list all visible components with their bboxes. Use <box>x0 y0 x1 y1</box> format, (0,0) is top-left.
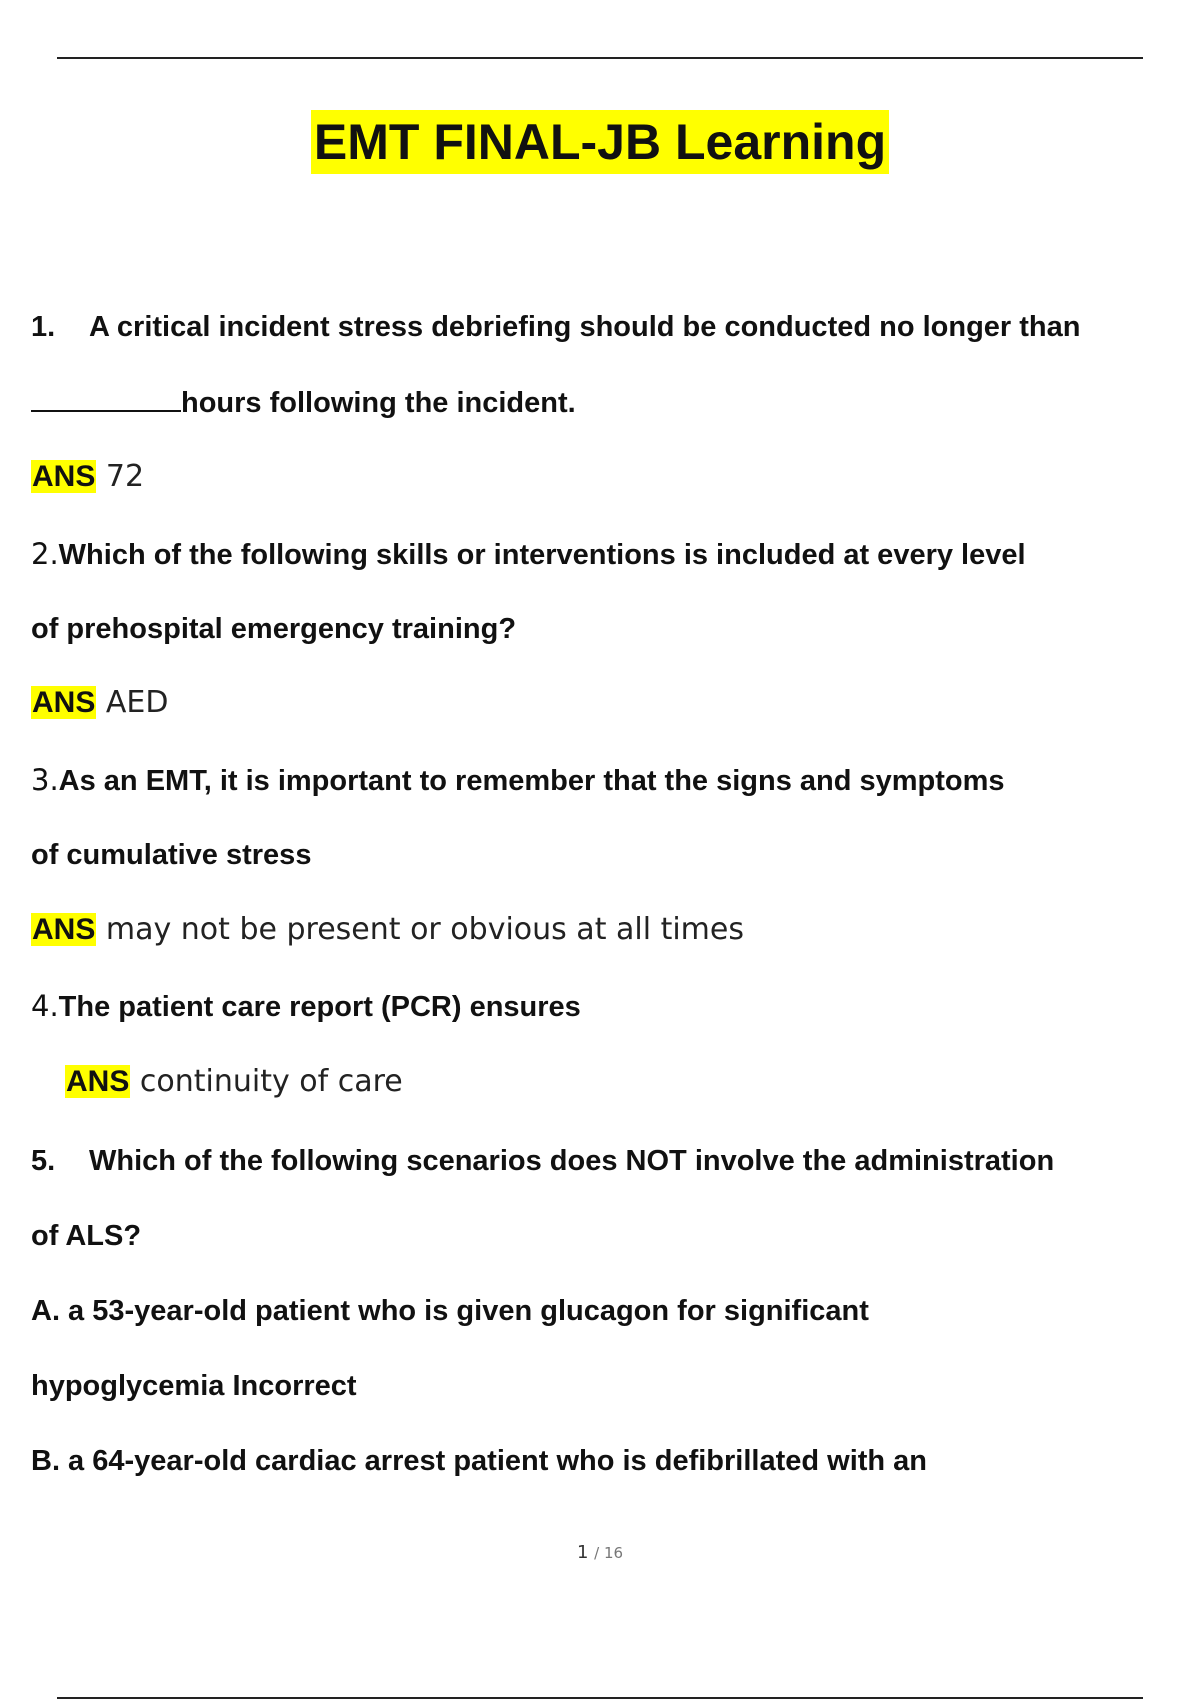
question-1-line-1 <box>31 307 1081 347</box>
answer-4-label: ANS <box>66 1065 130 1098</box>
question-4-text-1: The patient care report (PCR) ensures <box>58 991 581 1023</box>
option-a-line-1 <box>31 1291 869 1331</box>
option-a-line-2 <box>31 1366 357 1406</box>
answer-1-text: 72 <box>105 459 145 494</box>
question-5-text-2: of ALS? <box>31 1220 142 1252</box>
page-total: / 16 <box>594 1544 624 1562</box>
question-3-text-2: of cumulative stress <box>31 839 312 871</box>
question-1-number: 1. <box>31 311 56 343</box>
question-3-line-2 <box>31 835 311 875</box>
title-container <box>0 110 1200 174</box>
question-3-number: 3. <box>31 763 59 797</box>
option-a-text-2: hypoglycemia Incorrect <box>31 1370 357 1402</box>
answer-2-label: ANS <box>32 686 96 719</box>
question-2-text-1: Which of the following skills or interventions is included at every level <box>58 539 1026 571</box>
question-2-number: 2. <box>31 537 59 571</box>
question-3-text-1: As an EMT, it is important to remember that the signs and symptoms <box>58 765 1005 797</box>
answer-3-label: ANS <box>32 913 96 946</box>
question-1-line-2 <box>31 383 576 423</box>
question-1-text-2: hours following the incident. <box>181 387 576 419</box>
question-3-line-1 <box>31 760 1005 801</box>
question-2-line-2 <box>31 609 516 649</box>
answer-4-text: continuity of care <box>139 1064 403 1099</box>
bottom-rule <box>57 1697 1143 1699</box>
page-current: 1 <box>576 1542 589 1563</box>
question-5-number: 5. <box>31 1145 56 1177</box>
option-b-text-1: B. a 64-year-old cardiac arrest patient who is defibrillated with an <box>31 1445 928 1477</box>
question-5-line-2 <box>31 1216 141 1256</box>
question-4-number: 4. <box>31 989 59 1023</box>
document-title: EMT FINAL-JB Learning <box>311 110 889 174</box>
answer-3 <box>31 910 744 950</box>
answer-1 <box>31 457 144 497</box>
answer-2-text: AED <box>105 685 169 720</box>
answer-1-label: ANS <box>32 460 96 493</box>
question-4-line-1 <box>31 986 581 1027</box>
option-a-text-1: A. a 53-year-old patient who is given glucagon for significant <box>31 1295 869 1327</box>
top-rule <box>57 57 1143 59</box>
option-b-line-1 <box>31 1441 927 1481</box>
page-indicator <box>0 1542 1200 1563</box>
question-1-text-1: A critical incident stress debriefing should be conducted no longer than <box>89 311 1081 343</box>
answer-3-text: may not be present or obvious at all times <box>105 912 744 947</box>
question-2-text-2: of prehospital emergency training? <box>31 613 517 645</box>
question-5-text-1: Which of the following scenarios does NOT involve the administration <box>89 1145 1055 1177</box>
question-5-line-1 <box>31 1141 1054 1181</box>
answer-4 <box>65 1062 403 1102</box>
question-2-line-1 <box>31 534 1026 575</box>
answer-2 <box>31 683 168 723</box>
fill-in-blank <box>31 384 181 412</box>
